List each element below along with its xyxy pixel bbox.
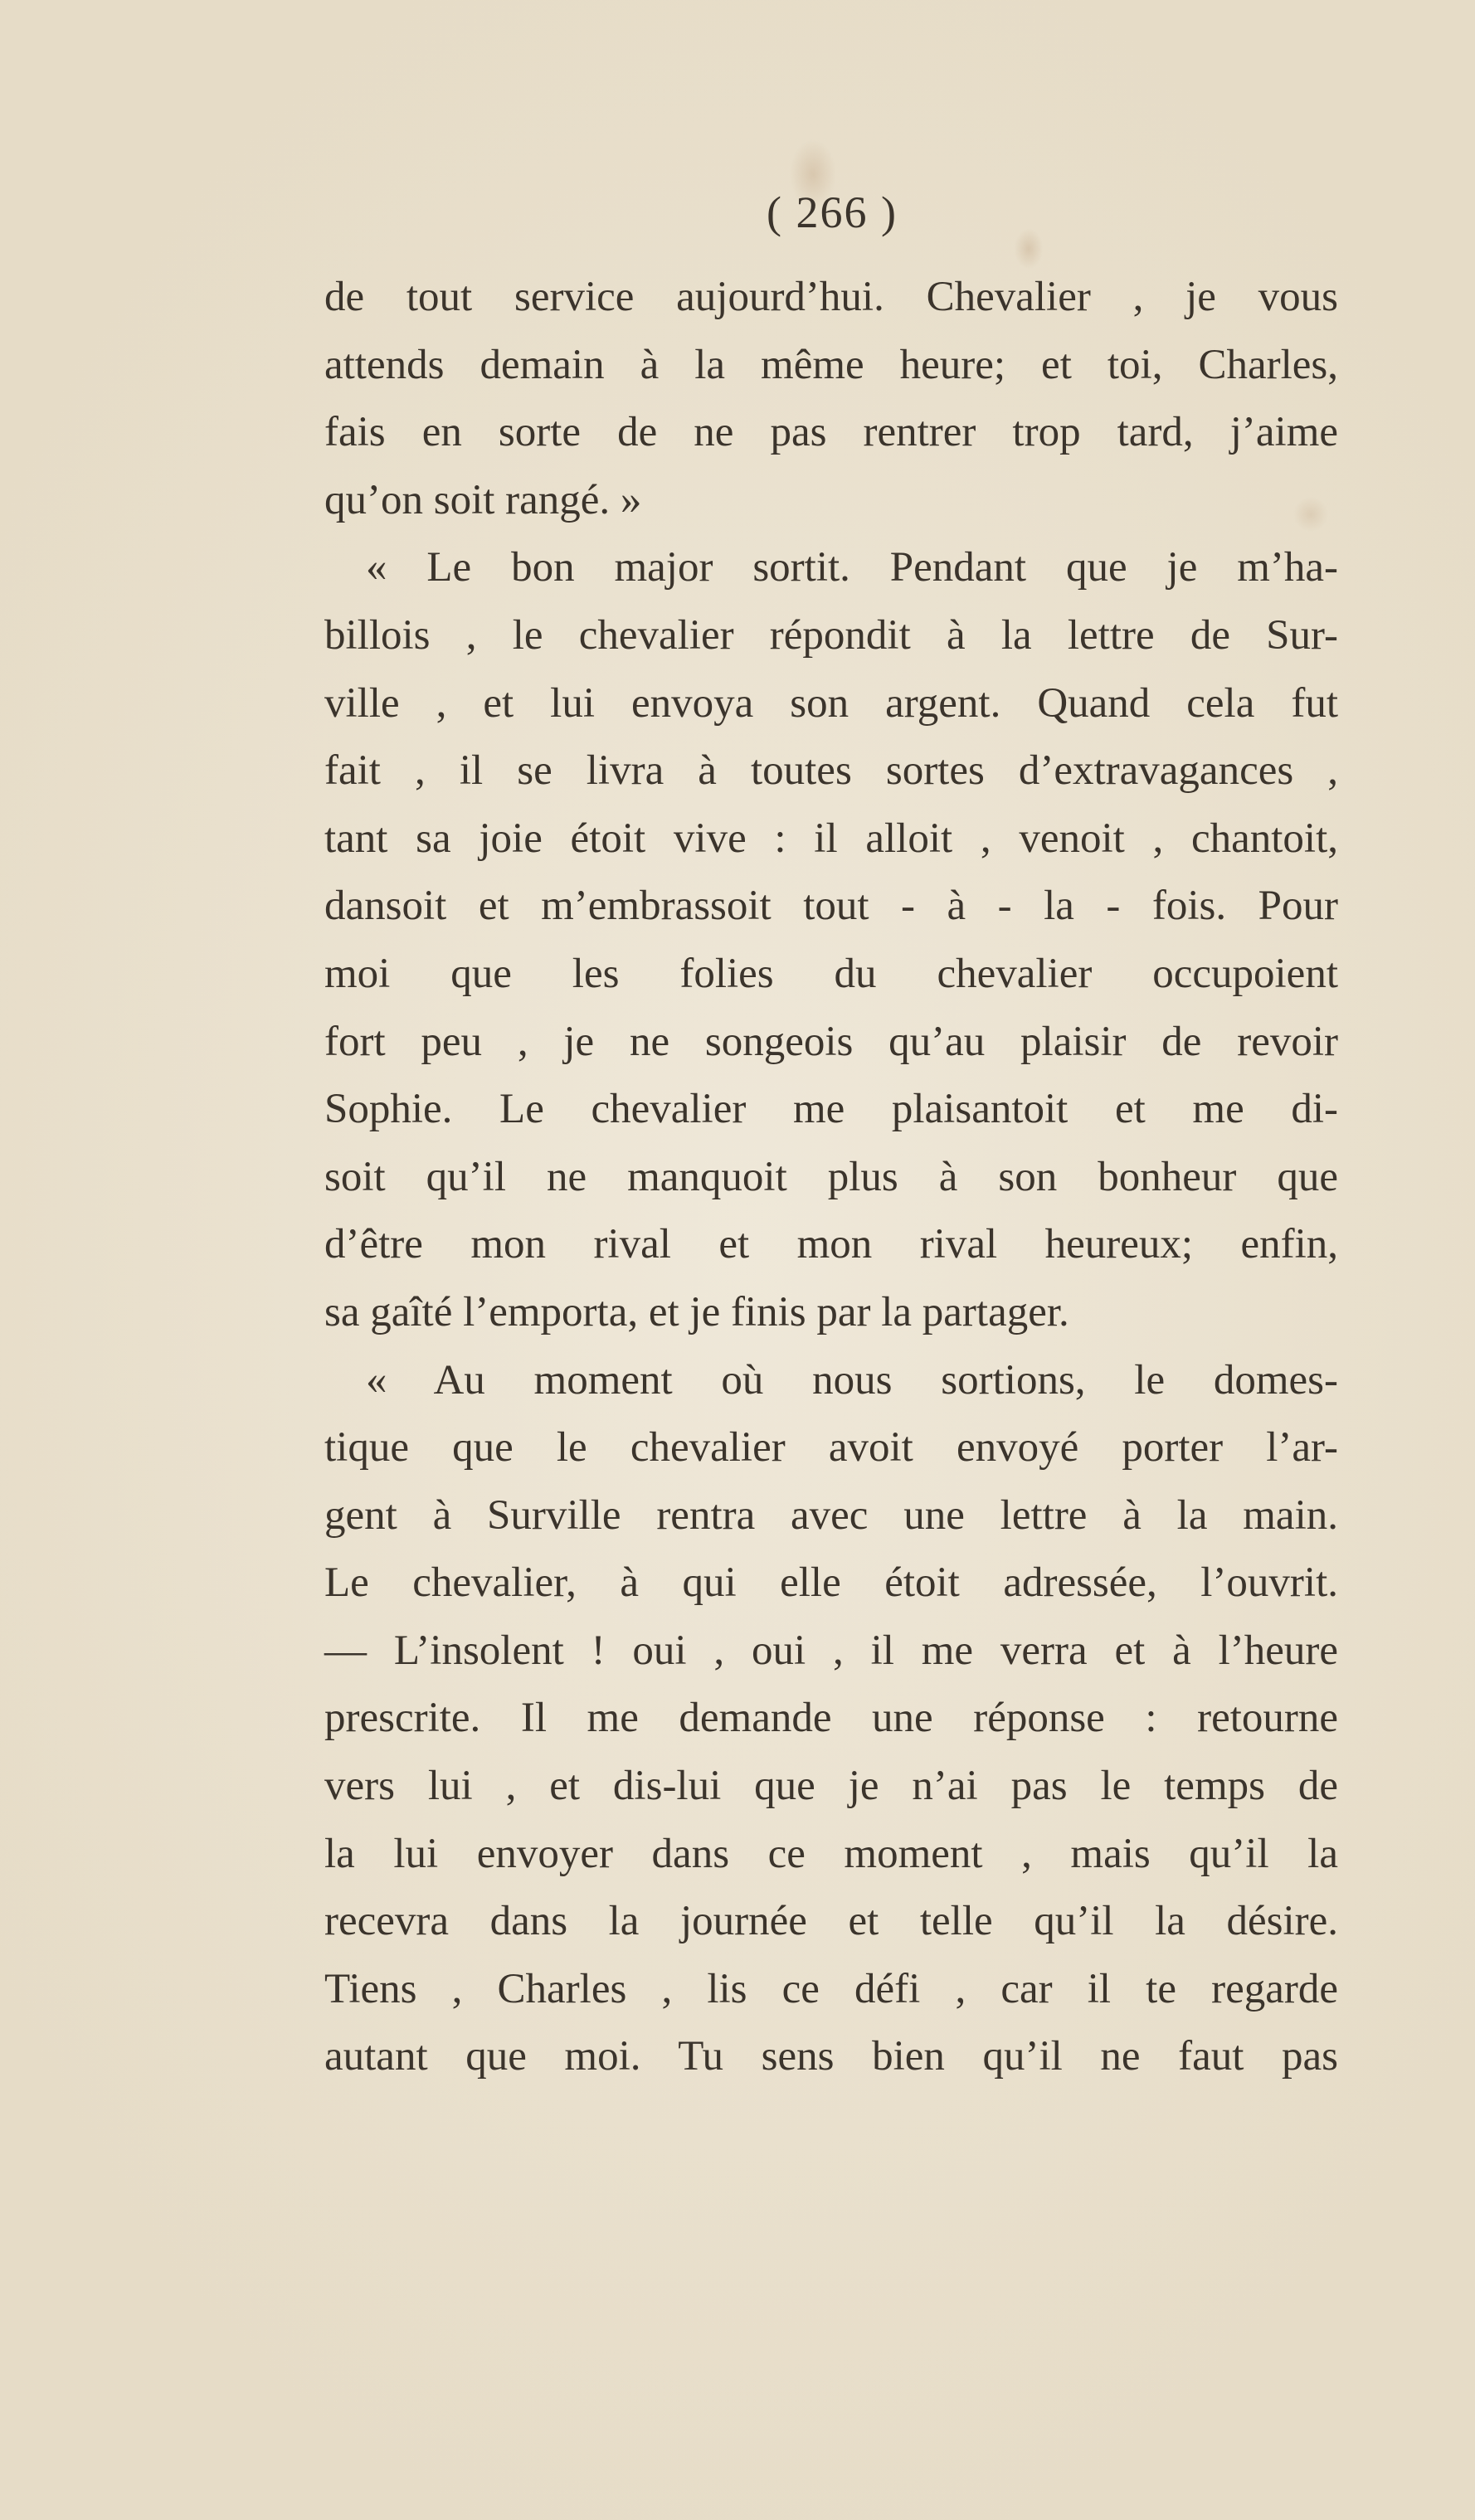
text-line: gent à Surville rentra avec une lettre à la main. (324, 1491, 1338, 1539)
body-text (324, 264, 1338, 2091)
text-line: autant que moi. Tu sens bien qu’il ne faut pas (324, 2033, 1338, 2080)
text-line: tique que le chevalier avoit envoyé porter l’ar- (324, 1424, 1338, 1472)
text-line: ville , et lui envoya son argent. Quand cela fut (324, 679, 1338, 727)
text-line: « Le bon major sortit. Pendant que je m’ha- (366, 544, 1338, 591)
text-line: Le chevalier, à qui elle étoit adressée, l’ouvrit. (324, 1559, 1338, 1607)
text-line: « Au moment où nous sortions, le domes- (366, 1356, 1338, 1404)
text-line: Tiens , Charles , lis ce défi , car il te regarde (324, 1965, 1338, 2012)
text-line: la lui envoyer dans ce moment , mais qu’il la (324, 1830, 1338, 1877)
text-line: — L’insolent ! oui , oui , il me verra et à l’heure (324, 1627, 1338, 1674)
text-line: qu’on soit rangé. » (324, 476, 642, 523)
text-line: dansoit et m’embrassoit tout - à - la - fois. Pour (324, 883, 1338, 930)
text-line: fais en sorte de ne pas rentrer trop tard, j’aime (324, 409, 1338, 456)
text-line: soit qu’il ne manquoit plus à son bonheur que (324, 1153, 1338, 1200)
text-line: d’être mon rival et mon rival heureux; enfin, (324, 1221, 1338, 1268)
text-line: fort peu , je ne songeois qu’au plaisir de revoir (324, 1018, 1338, 1065)
text-line: billois , le chevalier répondit à la lettre de Sur- (324, 611, 1338, 659)
text-line: Sophie. Le chevalier me plaisantoit et me di- (324, 1086, 1338, 1133)
text-line: tant sa joie étoit vive : il alloit , venoit , chantoit, (324, 815, 1338, 862)
text-line: attends demain à la même heure; et toi, Charles, (324, 341, 1338, 388)
text-line: de tout service aujourd’hui. Chevalier , je vous (324, 274, 1338, 320)
text-line: moi que les folies du chevalier occupoient (324, 950, 1338, 997)
text-line: sa gaîté l’emporta, et je finis par la partager. (324, 1288, 1069, 1335)
text-line: fait , il se livra à toutes sortes d’extravagances , (324, 747, 1338, 795)
text-line: prescrite. Il me demande une réponse : retourne (324, 1695, 1338, 1742)
text-line: vers lui , et dis-lui que je n’ai pas le temps de (324, 1763, 1338, 1810)
text-line: recevra dans la journée et telle qu’il la désire. (324, 1898, 1338, 1945)
page-number: ( 266 ) (767, 187, 898, 237)
